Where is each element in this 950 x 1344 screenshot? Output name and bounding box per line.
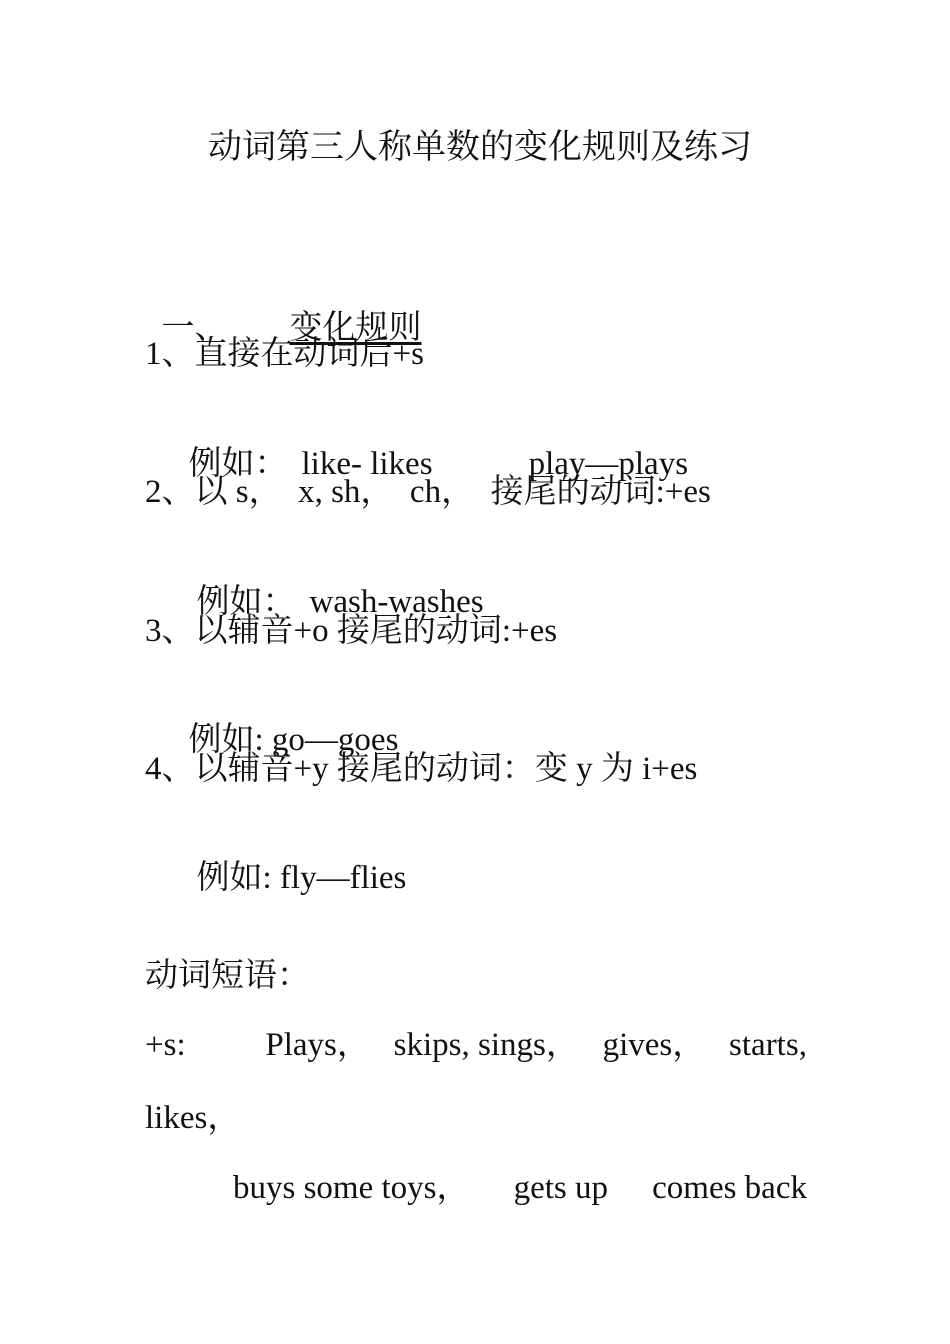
phrase-item: comes back xyxy=(652,1170,807,1206)
phrase-item: Plays， xyxy=(265,1027,370,1063)
rule-4: 4、以辅音+y 接尾的动词：变 y 为 i+es xyxy=(145,751,698,787)
example-label: 例如: xyxy=(196,860,272,896)
phrases-row-3 xyxy=(233,1168,807,1208)
section-number: 一、 xyxy=(161,310,228,346)
phrase-item: starts, xyxy=(729,1027,807,1063)
phrase-prefix: +s: xyxy=(145,1027,186,1063)
phrases-row-1 xyxy=(145,1025,807,1065)
phrases-row-2: likes， xyxy=(145,1100,241,1136)
rule-3: 3、以辅音+o 接尾的动词:+es xyxy=(145,613,558,649)
phrase-item: gets up xyxy=(513,1170,609,1206)
rule-4-example xyxy=(180,818,406,898)
rule-3-example xyxy=(172,680,398,760)
phrase-item: buys some toys， xyxy=(233,1170,470,1206)
rule-2: 2、以 s， x, sh， ch， 接尾的动词:+es xyxy=(145,474,711,510)
phrase-item: gives， xyxy=(602,1027,706,1063)
example-label: 例如： xyxy=(188,446,288,482)
example-word: like- likes xyxy=(301,446,433,482)
page-title: 动词第三人称单数的变化规则及练习 xyxy=(208,129,752,166)
example-label: 例如: xyxy=(188,722,264,758)
section-title: 变化规则 xyxy=(289,310,422,346)
rule-1: 1、直接在动词后+s xyxy=(145,336,424,372)
example-word: go—goes xyxy=(271,722,399,758)
example-word: wash-washes xyxy=(309,584,484,620)
phrase-item: skips, sings， xyxy=(393,1027,579,1063)
phrases-heading: 动词短语： xyxy=(145,958,310,994)
example-word: fly—flies xyxy=(279,860,407,896)
rule-2-example xyxy=(180,542,484,622)
example-label: 例如： xyxy=(196,584,296,620)
example-word: play—plays xyxy=(528,446,689,482)
